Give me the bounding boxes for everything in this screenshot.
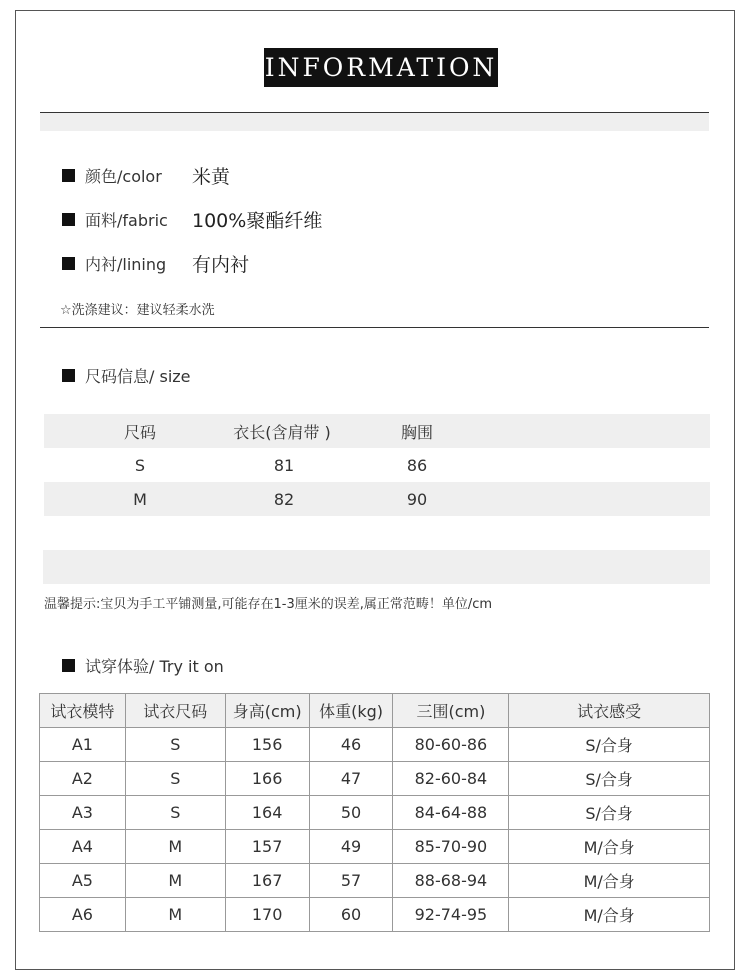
empty-gray-band <box>43 550 710 584</box>
size-table <box>44 414 710 516</box>
try-cell: 85-70-90 <box>393 830 509 864</box>
try-cell: S <box>125 728 225 762</box>
attr-label: 颜色/color <box>85 167 162 186</box>
attr-color <box>62 162 230 189</box>
try-cell: S <box>125 762 225 796</box>
try-cell: 170 <box>225 898 309 932</box>
try-cell: 60 <box>309 898 393 932</box>
try-cell: 167 <box>225 864 309 898</box>
try-cell: 88-68-94 <box>393 864 509 898</box>
wash-note: ☆洗涤建议：建议轻柔水洗 <box>60 303 215 318</box>
try-cell: A2 <box>40 762 126 796</box>
bullet-square-icon <box>62 257 75 270</box>
attr-label: 面料/fabric <box>85 211 168 230</box>
try-cell: 50 <box>309 796 393 830</box>
size-heading-text: 尺码信息/ size <box>85 367 191 386</box>
try-cell: S/合身 <box>509 762 710 796</box>
try-cell: 157 <box>225 830 309 864</box>
try-cell: 92-74-95 <box>393 898 509 932</box>
size-cell: M <box>133 489 147 509</box>
try-cell: 49 <box>309 830 393 864</box>
size-header-cell: 尺码 <box>123 422 157 442</box>
attr-lining <box>62 250 249 277</box>
try-cell: A6 <box>40 898 126 932</box>
try-cell: 57 <box>309 864 393 898</box>
size-cell: 81 <box>273 455 295 475</box>
try-section-heading <box>62 654 224 677</box>
try-on-table <box>39 693 710 932</box>
bullet-square-icon <box>62 213 75 226</box>
try-header-cell: 体重(kg) <box>309 694 393 728</box>
try-header-cell: 试衣尺码 <box>125 694 225 728</box>
size-header-cell: 衣长(含肩带 ) <box>233 422 331 442</box>
try-cell: 156 <box>225 728 309 762</box>
try-cell: A3 <box>40 796 126 830</box>
size-cell: S <box>134 455 146 475</box>
mid-divider <box>40 327 709 328</box>
attr-value: 100%聚酯纤维 <box>192 210 323 232</box>
try-cell: M <box>125 830 225 864</box>
try-header-row <box>40 694 710 728</box>
size-row <box>44 448 710 482</box>
try-cell: M <box>125 898 225 932</box>
bullet-square-icon <box>62 369 75 382</box>
try-cell: 82-60-84 <box>393 762 509 796</box>
try-cell: M/合身 <box>509 830 710 864</box>
table-row <box>40 898 710 932</box>
try-header-cell: 身高(cm) <box>225 694 309 728</box>
info-title: INFORMATION <box>264 48 498 87</box>
try-cell: M/合身 <box>509 898 710 932</box>
size-section-heading <box>62 364 191 387</box>
table-row <box>40 830 710 864</box>
top-gray-band <box>40 113 709 131</box>
try-header-cell: 试衣感受 <box>509 694 710 728</box>
try-cell: 84-64-88 <box>393 796 509 830</box>
try-cell: S/合身 <box>509 728 710 762</box>
table-row <box>40 762 710 796</box>
try-cell: M/合身 <box>509 864 710 898</box>
size-header-cell: 胸围 <box>400 422 434 442</box>
try-cell: M <box>125 864 225 898</box>
attr-value: 米黄 <box>192 166 231 188</box>
measurement-tip: 温馨提示:宝贝为手工平铺测量,可能存在1-3厘米的误差,属正常范畴！单位/cm <box>44 597 493 612</box>
bullet-square-icon <box>62 169 75 182</box>
table-row <box>40 796 710 830</box>
size-cell: 82 <box>273 489 295 509</box>
try-cell: 47 <box>309 762 393 796</box>
try-heading-text: 试穿体验/ Try it on <box>85 657 224 676</box>
try-header-cell: 试衣模特 <box>40 694 126 728</box>
attr-label: 内衬/lining <box>85 255 167 274</box>
try-cell: S/合身 <box>509 796 710 830</box>
size-cell: 86 <box>406 455 428 475</box>
try-cell: 46 <box>309 728 393 762</box>
try-cell: 80-60-86 <box>393 728 509 762</box>
try-cell: S <box>125 796 225 830</box>
try-cell: A1 <box>40 728 126 762</box>
try-cell: 164 <box>225 796 309 830</box>
try-cell: 166 <box>225 762 309 796</box>
size-cell: 90 <box>406 489 428 509</box>
try-cell: A4 <box>40 830 126 864</box>
size-header-row <box>44 414 710 448</box>
table-row <box>40 728 710 762</box>
attr-fabric <box>62 206 322 233</box>
size-row <box>44 482 710 516</box>
bullet-square-icon <box>62 659 75 672</box>
try-cell: A5 <box>40 864 126 898</box>
try-header-cell: 三围(cm) <box>393 694 509 728</box>
table-row <box>40 864 710 898</box>
attr-value: 有内衬 <box>192 254 250 276</box>
